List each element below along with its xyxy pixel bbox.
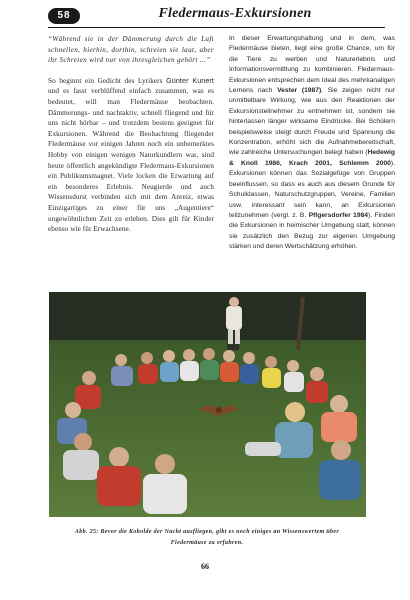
left-text-1: So beginnt ein Gedicht des Lyrikers (48, 76, 167, 85)
poem-quote: “Während sie in der Dämmerung durch die Luft schnellen, hierhin, dorthin, schreien sie laut, aber ihr Schreien wird nur von ihresgleichen gehört ...” (48, 35, 214, 65)
ref-pflgersdorfer: Pflgersdorfer 1984 (308, 211, 369, 219)
left-column (48, 34, 214, 235)
right-text-3: ). Exkursionen können das Sozialgefüge von Gruppen beeinflussen, so dass es auch aus diesem Grunde für Schulklassen, Naturschutzgruppen, Vereine, Familien usw. interessant sein kann, an Exkursionen teilzunehmen (vergl. z. B. (229, 159, 395, 219)
left-paragraph (48, 76, 214, 235)
ref-hedewig-krach-schlemm: Hedewig & Knoll 1986, Krach 2001, Schlemm 2000 (229, 149, 395, 167)
right-text-4: ). Finden die Exkursionen in heimischer Umgebung statt, können sie zusätzlich den Bezug zur eigenen Umgebung stärken und deren Wertschätzung erhöhen. (229, 211, 395, 251)
right-text-2: . Sie zeigen nicht nur unmittelbare Wirkung, wie aus den Reaktionen der Exkursionsteilnehmer zu entnehmen ist, sondern sie hinterlassen länger wirksame Eindrücke. Bei Schülern beispielsweise steigt durch Freude und Spannung die Konzentration, erhöht sich die Aufnahmebereitschaft, wie zahlreiche Untersuchungen belegt haben ( (229, 87, 395, 157)
figure-caption: Abb. 25: Bevor die Kobolde der Nacht ausfliegen, gibt es noch einiges an Wissenswertem über Fledermäuse zu erfahren. (74, 529, 340, 546)
right-paragraph (229, 34, 395, 253)
poet-name: Günter Kunert (166, 76, 214, 85)
chapter-title: Fledermaus-Exkursionen (158, 6, 312, 21)
figure-photo (49, 292, 366, 517)
right-column (229, 34, 395, 253)
ref-vester: Vester (1987) (277, 87, 322, 95)
right-text-1: In dieser Erwartungshaltung und in dem, was Fledermäuse bieten, liegt eine große Chance, um für die Tiere zu werben und Naturerlebnis und Informationsvermittlung zu kombinieren. Fledermaus-Exkursionen entsprechen dem Ideal des mehrkanaligen Lernens nach (229, 35, 395, 95)
header-rule (48, 27, 385, 28)
page-badge: 58 (48, 8, 80, 24)
left-text-2: und es fasst verblüffend einfach zusammen, was es bedeutet, will man Fledermäuse beobachten. Dämmerungs- und nachtaktiv, schnell fliegend und für uns nicht hörbar – und trotzdem bestens geeignet für Exkursionen. Während die Beobachtung fliegender Fledermäuse vor einigen Jahren noch ein unbemerktes Hobby von einigen wenigen Naturkundlern war, sind heute öffentlich angekündigte Fledermaus-Exkursionen ein Publikumsmagnet. Viele locken die Erwartung auf ein besonderes Erlebnis. Neugierde und auch Wissensdurst verbinden sich mit dem Anreiz, etwas Einzigartiges zu einer für uns „Augentiere“ ungewöhnlichen Zeit zu erleben. Dies gilt für Kinder ebenso wie für Erwachsene. (48, 87, 214, 234)
page-number: 66 (201, 562, 209, 571)
children-circle-photo (49, 292, 366, 517)
